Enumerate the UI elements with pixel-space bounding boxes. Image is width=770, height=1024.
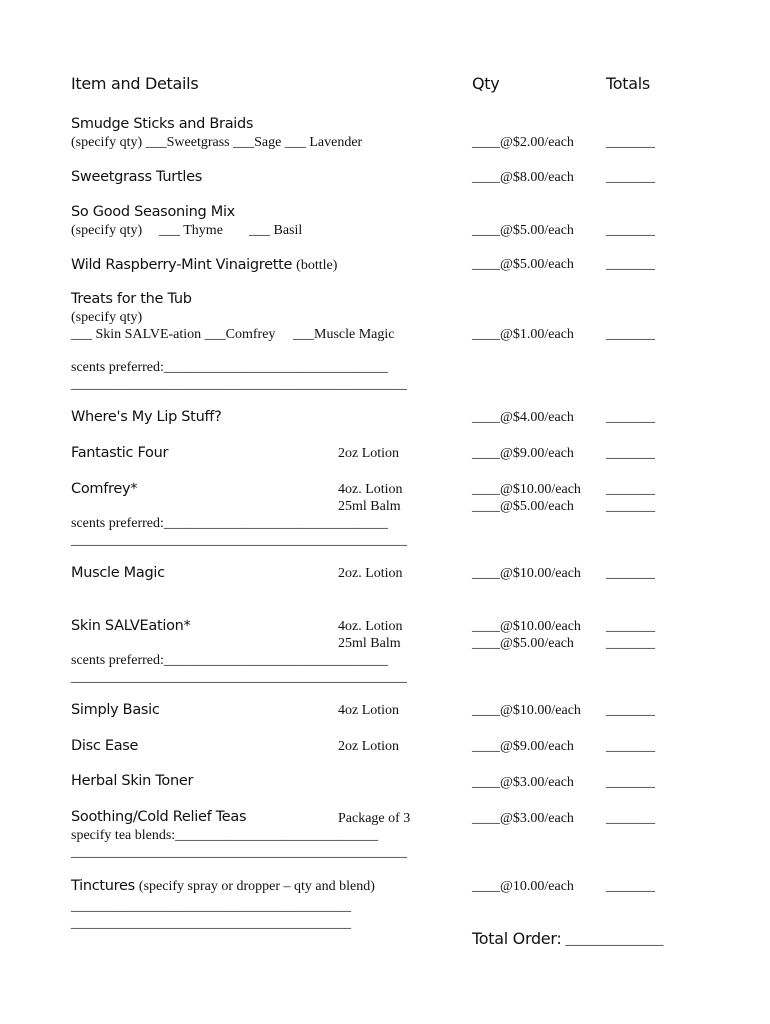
total-order	[472, 929, 663, 949]
item-name-toner: Herbal Skin Toner	[71, 773, 194, 789]
price-comfrey-lotion[interactable]: ____@$10.00/each	[472, 482, 581, 497]
size-fantastic: 2oz Lotion	[338, 446, 400, 461]
scents-preferred-comfrey[interactable]: scents preferred:________________________________	[71, 516, 388, 531]
item-note-vinaigrette: (bottle)	[296, 258, 338, 273]
total-comfrey-lotion[interactable]: _______	[606, 482, 655, 497]
item-name-simply: Simply Basic	[71, 702, 160, 718]
item-name-seasoning: So Good Seasoning Mix	[71, 204, 235, 220]
price-vinaigrette[interactable]: ____@$5.00/each	[472, 257, 574, 272]
item-detail-tub-c[interactable]: ___Muscle Magic	[293, 327, 395, 342]
item-row-tinctures	[71, 877, 375, 895]
tinctures-line-b[interactable]: ________________________________________	[71, 916, 351, 931]
total-seasoning[interactable]: _______	[606, 223, 655, 238]
price-teas[interactable]: ____@$3.00/each	[472, 811, 574, 826]
price-disc[interactable]: ____@$9.00/each	[472, 739, 574, 754]
price-turtles[interactable]: ____@$8.00/each	[472, 170, 574, 185]
scents-preferred-tub[interactable]: scents preferred:________________________________	[71, 360, 388, 375]
price-tinctures[interactable]: ____@10.00/each	[472, 879, 574, 894]
total-simply[interactable]: _______	[606, 703, 655, 718]
item-detail-seasoning-thyme[interactable]: ___ Thyme	[159, 223, 223, 238]
price-salve-lotion[interactable]: ____@$10.00/each	[472, 619, 581, 634]
item-name-disc: Disc Ease	[71, 738, 139, 754]
total-comfrey-balm[interactable]: _______	[606, 499, 655, 514]
price-salve-balm[interactable]: ____@$5.00/each	[472, 636, 574, 651]
item-name-comfrey: Comfrey*	[71, 481, 138, 497]
total-muscle[interactable]: _______	[606, 566, 655, 581]
total-order-label: Total Order:	[472, 929, 562, 948]
totals-header: Totals	[606, 74, 650, 93]
tea-blends-line[interactable]: ________________________________________________	[71, 845, 407, 860]
total-fantastic[interactable]: _______	[606, 446, 655, 461]
item-name-smudge: Smudge Sticks and Braids	[71, 116, 254, 132]
total-disc[interactable]: _______	[606, 739, 655, 754]
item-detail-tub-b[interactable]: ___ Skin SALVE-ation ___Comfrey	[71, 327, 276, 342]
price-seasoning[interactable]: ____@$5.00/each	[472, 223, 574, 238]
price-lip[interactable]: ____@$4.00/each	[472, 410, 574, 425]
item-name-vinaigrette: Wild Raspberry-Mint Vinaigrette	[71, 257, 293, 273]
price-toner[interactable]: ____@$3.00/each	[472, 775, 574, 790]
item-name-fantastic: Fantastic Four	[71, 445, 169, 461]
price-tub[interactable]: ____@$1.00/each	[472, 327, 574, 342]
item-name-muscle: Muscle Magic	[71, 565, 165, 581]
size-salve-lotion: 4oz. Lotion	[338, 619, 403, 634]
item-detail-seasoning-basil[interactable]: ___ Basil	[249, 223, 303, 238]
size-comfrey-balm: 25ml Balm	[338, 499, 401, 514]
item-name-tub: Treats for the Tub	[71, 291, 192, 307]
size-teas: Package of 3	[338, 811, 411, 826]
item-details-header: Item and Details	[71, 74, 199, 93]
item-detail-smudge[interactable]: (specify qty) ___Sweetgrass ___Sage ___ Lavender	[71, 135, 363, 150]
total-teas[interactable]: _______	[606, 811, 655, 826]
scents-line-tub[interactable]: ________________________________________________	[71, 377, 407, 392]
total-salve-balm[interactable]: _______	[606, 636, 655, 651]
total-salve-lotion[interactable]: _______	[606, 619, 655, 634]
total-vinaigrette[interactable]: _______	[606, 257, 655, 272]
size-muscle: 2oz. Lotion	[338, 566, 403, 581]
scents-preferred-salve[interactable]: scents preferred:________________________________	[71, 653, 388, 668]
total-tinctures[interactable]: _______	[606, 879, 655, 894]
tinctures-line-a[interactable]: ________________________________________	[71, 899, 351, 914]
tea-blends-field[interactable]: specify tea blends:_____________________________	[71, 828, 379, 843]
item-detail-tub-a: (specify qty)	[71, 310, 143, 325]
size-comfrey-lotion: 4oz. Lotion	[338, 482, 403, 497]
price-muscle[interactable]: ____@$10.00/each	[472, 566, 581, 581]
price-smudge[interactable]: ____@$2.00/each	[472, 135, 574, 150]
size-simply: 4oz Lotion	[338, 703, 400, 718]
total-toner[interactable]: _______	[606, 775, 655, 790]
total-order-field[interactable]: ______________	[565, 933, 664, 948]
item-name-salve: Skin SALVEation*	[71, 618, 191, 634]
item-row-vinaigrette	[71, 256, 337, 274]
scents-line-salve[interactable]: ________________________________________________	[71, 670, 407, 685]
price-fantastic[interactable]: ____@$9.00/each	[472, 446, 574, 461]
item-name-turtles: Sweetgrass Turtles	[71, 169, 202, 185]
size-salve-balm: 25ml Balm	[338, 636, 401, 651]
item-detail-seasoning-a: (specify qty)	[71, 223, 143, 238]
scents-line-comfrey[interactable]: ________________________________________________	[71, 533, 407, 548]
qty-header: Qty	[472, 74, 500, 93]
item-name-teas: Soothing/Cold Relief Teas	[71, 809, 247, 825]
item-note-tinctures: (specify spray or dropper – qty and blend)	[138, 879, 375, 894]
item-name-tinctures: Tinctures	[71, 878, 135, 894]
total-turtles[interactable]: _______	[606, 170, 655, 185]
price-simply[interactable]: ____@$10.00/each	[472, 703, 581, 718]
total-tub[interactable]: _______	[606, 327, 655, 342]
total-smudge[interactable]: _______	[606, 135, 655, 150]
price-comfrey-balm[interactable]: ____@$5.00/each	[472, 499, 574, 514]
item-name-lip: Where's My Lip Stuff?	[71, 409, 222, 425]
total-lip[interactable]: _______	[606, 410, 655, 425]
size-disc: 2oz Lotion	[338, 739, 400, 754]
